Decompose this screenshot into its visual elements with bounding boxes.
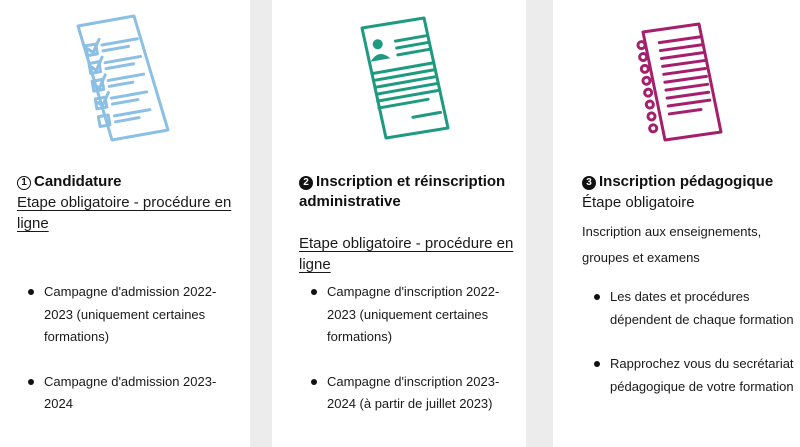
inscription-procedure-link[interactable]: Etape obligatoire - procédure en ligne <box>299 235 514 273</box>
list-item: Rapprochez vous du secrétariat pédagogique de votre formation <box>592 353 797 398</box>
inscription-list <box>309 281 524 438</box>
step-inscription-panel <box>272 0 526 447</box>
list-item: Campagne d'inscription 2022-2023 (uniquement certaines formations) <box>309 281 524 349</box>
step-candidature-panel <box>0 0 250 447</box>
step-number: 1 <box>17 176 31 190</box>
profile-document-icon <box>358 16 452 140</box>
spiral-notebook-icon <box>635 22 727 146</box>
step-title: 2 Inscription et réinscription administrative <box>299 173 506 210</box>
step-title: 3 Inscription pédagogique <box>582 172 800 192</box>
step-number: 2 <box>299 176 313 190</box>
step-description: Inscription aux enseignements, groupes et examens <box>582 224 762 265</box>
checklist-document-icon <box>72 12 172 144</box>
candidature-procedure-link[interactable]: Etape obligatoire - procédure en ligne <box>17 194 232 232</box>
list-item: Les dates et procédures dépendent de chaque formation <box>592 286 797 331</box>
step-subtitle: Étape obligatoire <box>582 194 695 211</box>
step-pedagogique-panel <box>553 0 800 447</box>
step-title: 1 Candidature <box>17 172 247 192</box>
list-item: Campagne d'inscription 2023-2024 (à partir de juillet 2023) <box>309 371 524 416</box>
pedagogique-list <box>592 286 797 420</box>
list-item: Campagne d'admission 2022-2023 (uniquement certaines formations) <box>26 281 241 349</box>
candidature-list <box>26 281 241 438</box>
list-item: Campagne d'admission 2023-2024 <box>26 371 241 416</box>
step-number: 3 <box>582 176 596 190</box>
